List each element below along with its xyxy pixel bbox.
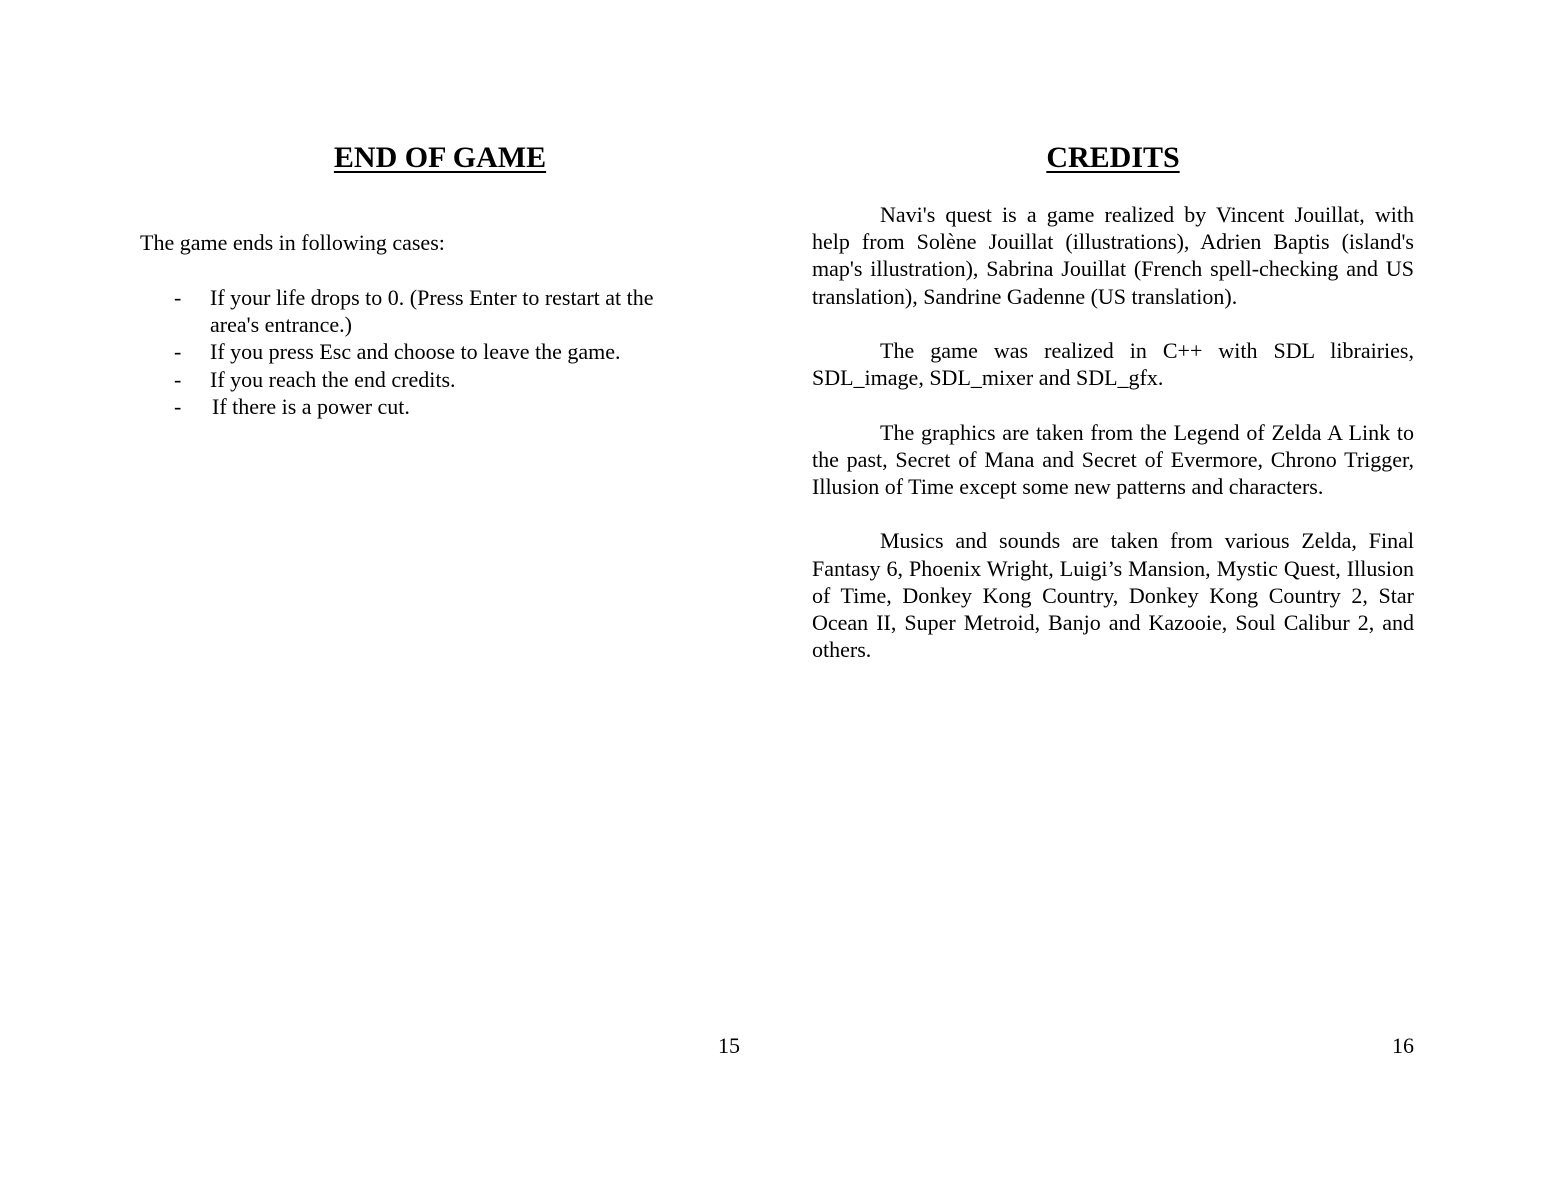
credits-body xyxy=(812,201,1414,691)
list-item xyxy=(140,284,700,338)
credits-paragraph: The graphics are taken from the Legend of Zelda A Link to the past, Secret of Mana and Secret of Evermore, Chrono Trigger, Illusion of Time except some new patterns and characters. xyxy=(812,419,1414,499)
list-dash: - xyxy=(174,366,182,392)
right-page xyxy=(776,0,1552,1200)
list-item-text: If your life drops to 0. (Press Enter to restart at the area's entrance.) xyxy=(210,285,654,338)
list-dash: - xyxy=(174,285,182,310)
page-number: 16 xyxy=(1392,1033,1414,1058)
list-item xyxy=(140,366,700,393)
credits-title: CREDITS xyxy=(1046,141,1180,174)
list-item-text: If you reach the end credits. xyxy=(210,366,456,392)
credits-paragraph: Musics and sounds are taken from various Zelda, Final Fantasy 6, Phoenix Wright, Luigi’s Mansion, Mystic Quest, Illusion of Time, Donkey Kong Country, Donkey Kong Country 2, Star Ocean II, Super Metroid, Banjo and Kazooie, Soul Calibur 2, and others. xyxy=(812,528,1414,663)
list-item xyxy=(140,338,700,365)
credits-paragraph: The game was realized in C++ with SDL librairies, SDL_image, SDL_mixer and SDL_gfx. xyxy=(812,338,1414,391)
end-conditions-list xyxy=(140,284,700,420)
list-dash: - xyxy=(174,393,182,419)
list-item-text: If there is a power cut. xyxy=(212,393,410,419)
end-of-game-intro: The game ends in following cases: xyxy=(140,230,445,255)
page-number: 15 xyxy=(718,1033,740,1058)
list-dash: - xyxy=(174,339,182,365)
end-of-game-title: END OF GAME xyxy=(333,141,547,174)
credits-paragraph: Navi's quest is a game realized by Vincent Jouillat, with help from Solène Jouillat (illustrations), Adrien Baptis (island's map's illustration), Sabrina Jouillat (French spell-checking and US translation), Sandrine Gadenne (US translation). xyxy=(812,202,1414,309)
list-item xyxy=(140,393,700,420)
list-item-text: If you press Esc and choose to leave the game. xyxy=(210,339,621,365)
